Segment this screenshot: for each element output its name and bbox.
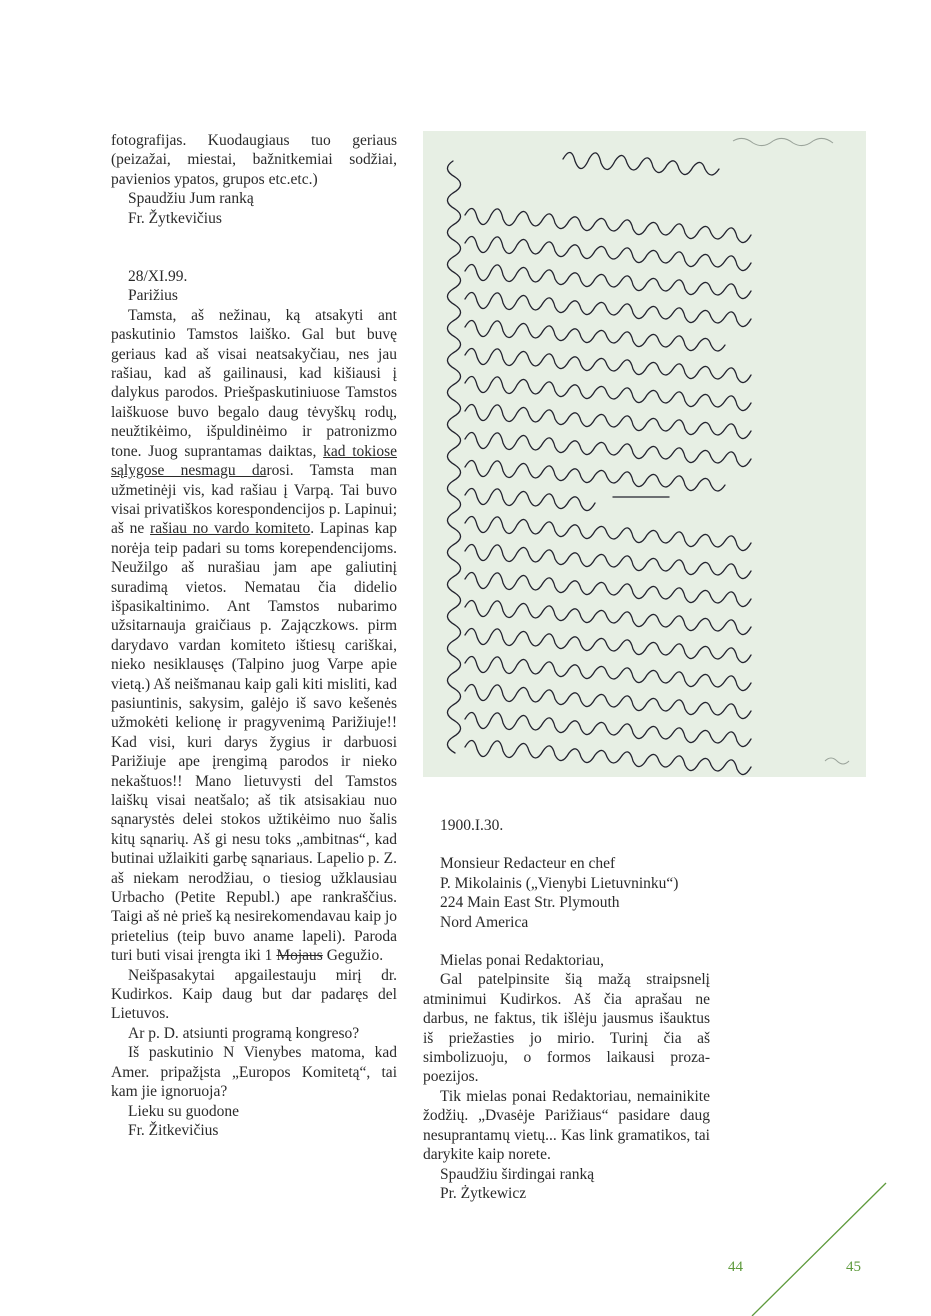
paragraph: Ar p. D. atsiunti programą kongreso? [128, 1024, 360, 1042]
closing-line: Spaudžiu širdingai ranką [440, 1165, 595, 1183]
closing-line: Spaudžiu Jum ranką [128, 190, 254, 208]
paragraph: Tik mielas ponai Redaktoriau, nemainikite žodžių. „Dvasėje Parižiaus“ pasidare daug nesuprantamų vietų... Kas link gramatikos, tai darykite kaip norete. [423, 1087, 710, 1164]
signature: Pr. Żytkewicz [440, 1184, 527, 1202]
text-span: Gegužio. [322, 947, 384, 965]
address-line: P. Mikolainis („Vienybi Lietuvninku“) [440, 874, 679, 892]
page-number-right: 45 [846, 1259, 861, 1275]
signature: Fr. Žitkevičius [128, 1121, 219, 1139]
paragraph: fotografijas. Kuodaugiaus tuo geriaus (peizažai, miestai, bažnitkemiai sodžiai, pavienios ypatos, grupos etc.etc.) [111, 132, 397, 188]
address-line: Monsieur Redacteur en chef [440, 855, 616, 873]
page-number-left: 44 [728, 1259, 743, 1275]
letter-place: Parižius [128, 287, 178, 305]
paragraph: Neišpasakytai apgailestauju mirį dr. Kudirkos. Kaip daug but dar padaręs del Lietuvos. [111, 966, 397, 1023]
salutation: Mielas ponai Redaktoriau, [440, 952, 604, 970]
address-line: Nord America [440, 913, 529, 931]
address-line: 224 Main East Str. Plymouth [440, 894, 620, 912]
signature: Fr. Žytkevičius [128, 209, 222, 227]
closing-line: Lieku su guodone [128, 1102, 240, 1120]
text-span: . Lapinas kap norėja teip padari su toms korependencijoms. Neužilgo aš nurašiau jam ape galiutinį suradimą vietos. Nematau čia didelio išpasikaltinimo. Ant Tamstos nubarimo užsitarnauja graičiaus p. Zajączkows. pirm darydavo vardan komiteto ištiesų cariškai, nieko nesiklausęs (Talpino juog Varpe apie vietą.) Aš neišmanau kaip gali kiti misliti, kad pasiuntinis, sakysim, galėjo iš savo kešenės užmokėti kelionę ir pragyvenimą Parižiuje!! Kad visi, kuri darys žygius ir darbuosi Parižiuje ape įrengimą parodos ir nieko nekaštuos!! Mano lietuvysti del Tamstos laiškų visai neatšalo; aš tik atsisakiau nuo sąnarystės delei stokos užtikėimo nuo šalis kitų sąnarių. Aš gi nesu toks „ambitnas“, kad butinai užlaikiti garbę sąnariaus. Lapelio p. Z. aš niekam nerodžiau, o tiesiog užklausiau Urbacho (Petite Republ.) ape rankraščius. Taigi aš nė prieš ką nesirekomendavau kaip jo prietelius (teip buvo aname lapeli). Paroda turi buti visai įrengta iki 1 [111, 520, 398, 965]
underlined-text: kad tokiose sąlygose nesmagu da [111, 442, 397, 480]
text-span: rosi. Tamsta man užmetinėji vis, kad rašiau į Varpą. Tai buvo visai privatiškos korespondencijos p. Lapinui; aš ne [111, 462, 397, 538]
letter-date: 1900.I.30. [440, 817, 504, 834]
paragraph: Iš paskutinio N Vienybes matoma, kad Amer. pripažįsta „Europos Komitetą“, tai kam jie ignoruoja? [111, 1044, 397, 1101]
underlined-text: rašiau no vardo komiteto [150, 520, 311, 538]
paragraph: Gal patelpinsite šią mažą straipsnelį atminimui Kudirkos. Aš čia aprašau ne darbus, ne faktus, tik išlėju jausmus išauktus iš priežasties jo mirio. Turinį čia aš simbolizuoju, o formos laikausi proza-poezijos. [423, 971, 710, 1086]
text-span: Tamsta, aš nežinau, ką atsakyti ant paskutinio Tamstos laiško. Gal but buvę geriaus kad aš visai neatsakyčiau, nes jau rašiau, kad aš gailinausi, kad kišiausi į dalykus parodos. Priešpaskutiniuose Tamstos laiškuose buvo begalo daug tėvyškų rodų, neužtikėimo, išpuldinėimo ir patronizmo tone. Juog suprantamas daiktas, [111, 306, 397, 460]
letter-date: 28/XI.99. [128, 268, 188, 286]
struck-text: Mojaus [276, 947, 323, 965]
